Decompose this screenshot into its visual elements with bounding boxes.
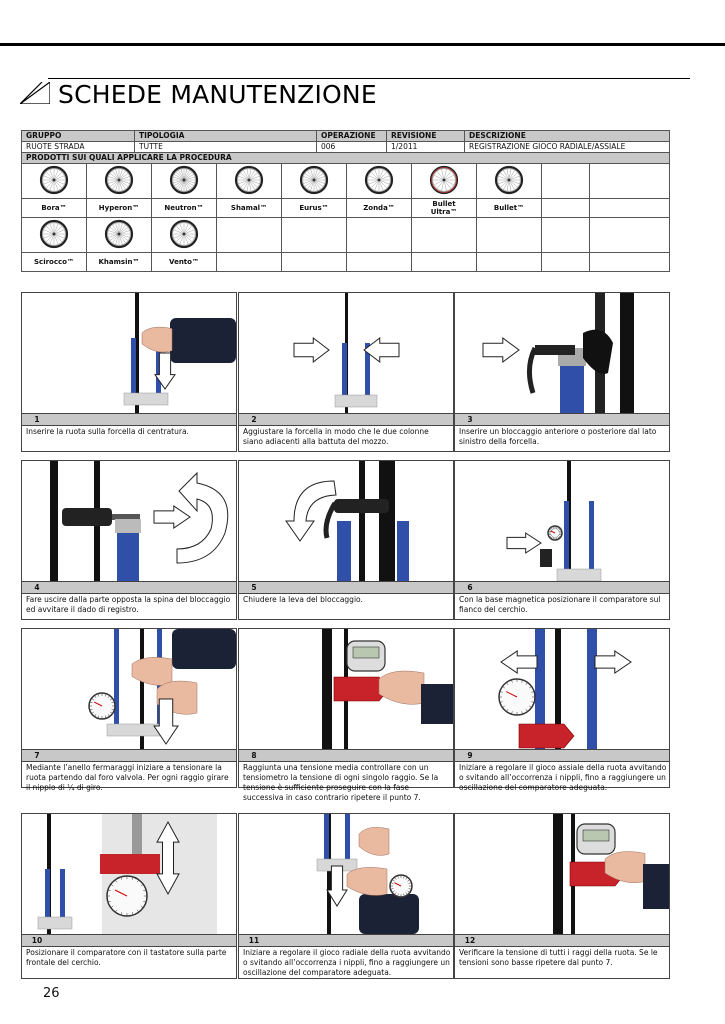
value-revisione: 1/2011 (387, 142, 465, 153)
step-description: Iniziare a regolare il gioco radiale della ruota avvitando o svitando all’occorrenza i nippli, fino a raggiungere un oscillazione del comparatore adeguata. (243, 948, 451, 977)
step-number-bar (455, 581, 669, 594)
empty-cell (347, 218, 412, 253)
step-number: 5 (251, 583, 257, 592)
step-photo (239, 293, 453, 413)
step-card (238, 460, 454, 620)
empty-cell (590, 253, 670, 272)
wheel-thumbnail-icon (22, 218, 87, 253)
product-name: Bullet Ultra™ (412, 199, 477, 218)
step-number: 6 (467, 583, 473, 592)
step-number: 3 (467, 415, 473, 424)
step-photo (22, 461, 236, 581)
step-photo (22, 629, 236, 749)
step-number-bar (239, 413, 453, 426)
step-card (238, 813, 454, 979)
step-description: Verificare la tensione di tutti i raggi della ruota. Se le tensioni sono basse ripetere dal punto 7. (459, 948, 658, 967)
product-name: Vento™ (152, 253, 217, 272)
label-descrizione: DESCRIZIONE (465, 131, 670, 142)
product-name: Neutron™ (152, 199, 217, 218)
page-title: SCHEDE MANUTENZIONE (58, 80, 377, 109)
empty-cell (542, 253, 590, 272)
step-description: Raggiunta una tensione media controllare con un tensiometro la tensione di ogni singolo raggio. Se la tensione è sufficiente proseguire con la fase successiva in caso contrario ripetere il punto 7. (243, 763, 439, 802)
empty-cell (217, 218, 282, 253)
step-number: 12 (464, 936, 476, 945)
step-number-bar (22, 581, 236, 594)
step-card (21, 292, 237, 452)
step-description: Inserire la ruota sulla forcella di centratura. (26, 427, 189, 436)
procedure-header-table (21, 130, 670, 164)
step-card (454, 460, 670, 620)
empty-cell (217, 253, 282, 272)
empty-cell (477, 218, 542, 253)
step-photo (455, 814, 669, 934)
empty-cell (542, 218, 590, 253)
step-number-bar (239, 934, 453, 947)
product-name: Bora™ (22, 199, 87, 218)
value-operazione: 006 (317, 142, 387, 153)
step-number-bar (22, 413, 236, 426)
wheel-thumbnail-icon (282, 164, 347, 199)
empty-cell (347, 253, 412, 272)
product-name: Hyperon™ (87, 199, 152, 218)
products-label: PRODOTTI SUI QUALI APPLICARE LA PROCEDURA (22, 153, 670, 164)
step-number-bar (455, 749, 669, 762)
empty-cell (590, 199, 670, 218)
wheel-thumbnail-icon (87, 218, 152, 253)
value-descrizione: REGISTRAZIONE GIOCO RADIALE/ASSIALE (465, 142, 670, 153)
step-description: Aggiustare la forcella in modo che le due colonne siano adiacenti alla battuta del mozzo. (243, 427, 429, 446)
page-number: 26 (43, 986, 60, 1001)
step-card (238, 628, 454, 802)
product-name: Eurus™ (282, 199, 347, 218)
step-description: Posizionare il comparatore con il tastatore sulla parte frontale del cerchio. (26, 948, 227, 967)
step-description: Chiudere la leva del bloccaggio. (243, 595, 363, 604)
wheel-thumbnail-icon (22, 164, 87, 199)
step-photo (22, 293, 236, 413)
empty-cell (412, 253, 477, 272)
empty-cell (282, 218, 347, 253)
step-number-bar (455, 934, 669, 947)
value-tipologia: TUTTE (135, 142, 317, 153)
wheel-thumbnail-icon (347, 164, 412, 199)
empty-cell (412, 218, 477, 253)
step-number: 9 (467, 751, 473, 760)
step-number: 1 (34, 415, 40, 424)
step-card (454, 628, 670, 792)
step-card (238, 292, 454, 452)
title-rule (48, 78, 690, 79)
step-number: 7 (34, 751, 40, 760)
step-description: Mediante l’anello fermaraggi iniziare a tensionare la ruota partendo dal foro valvola. Per ogni raggio girare il nipplo di ¼ di giro. (26, 763, 229, 792)
product-name: Bullet™ (477, 199, 542, 218)
step-card (21, 460, 237, 620)
product-name: Khamsin™ (87, 253, 152, 272)
step-card (21, 628, 237, 792)
step-number: 11 (248, 936, 260, 945)
step-number: 4 (34, 583, 40, 592)
label-gruppo: GRUPPO (22, 131, 135, 142)
step-card (454, 813, 670, 979)
label-operazione: OPERAZIONE (317, 131, 387, 142)
step-number: 2 (251, 415, 257, 424)
product-name: Zonda™ (347, 199, 412, 218)
step-photo (239, 461, 453, 581)
empty-cell (282, 253, 347, 272)
wheel-thumbnail-icon (217, 164, 282, 199)
empty-cell (590, 164, 670, 199)
wheel-thumbnail-icon (152, 218, 217, 253)
step-description: Iniziare a regolare il gioco assiale della ruota avvitando o svitando all’occorrenza i nippli, fino a raggiungere un oscillazione del comparatore adeguata. (459, 763, 667, 792)
step-photo (455, 461, 669, 581)
step-number-bar (22, 749, 236, 762)
wheel-thumbnail-icon (152, 164, 217, 199)
products-table (21, 163, 670, 272)
empty-cell (542, 199, 590, 218)
step-photo (239, 814, 453, 934)
step-photo (22, 814, 236, 934)
empty-cell (542, 164, 590, 199)
step-photo (455, 293, 669, 413)
step-description: Inserire un bloccaggio anteriore o posteriore dal lato sinistro della forcella. (459, 427, 657, 446)
step-card (454, 292, 670, 452)
wheel-thumbnail-icon (412, 164, 477, 199)
product-name: Shamal™ (217, 199, 282, 218)
step-number: 10 (31, 936, 43, 945)
label-tipologia: TIPOLOGIA (135, 131, 317, 142)
step-photo (239, 629, 453, 749)
empty-cell (590, 218, 670, 253)
step-description: Fare uscire dalla parte opposta la spina del bloccaggio ed avvitare il dado di registro. (26, 595, 231, 614)
step-number-bar (239, 749, 453, 762)
product-name: Scirocco™ (22, 253, 87, 272)
wheel-thumbnail-icon (87, 164, 152, 199)
value-gruppo: RUOTE STRADA (22, 142, 135, 153)
top-rule (0, 43, 725, 46)
empty-cell (477, 253, 542, 272)
wheel-thumbnail-icon (477, 164, 542, 199)
label-revisione: REVISIONE (387, 131, 465, 142)
step-number: 8 (251, 751, 257, 760)
step-photo (455, 629, 669, 749)
title-slash-icon (20, 82, 50, 104)
step-number-bar (22, 934, 236, 947)
step-number-bar (239, 581, 453, 594)
step-card (21, 813, 237, 979)
step-number-bar (455, 413, 669, 426)
step-description: Con la base magnetica posizionare il comparatore sul fianco del cerchio. (459, 595, 661, 614)
